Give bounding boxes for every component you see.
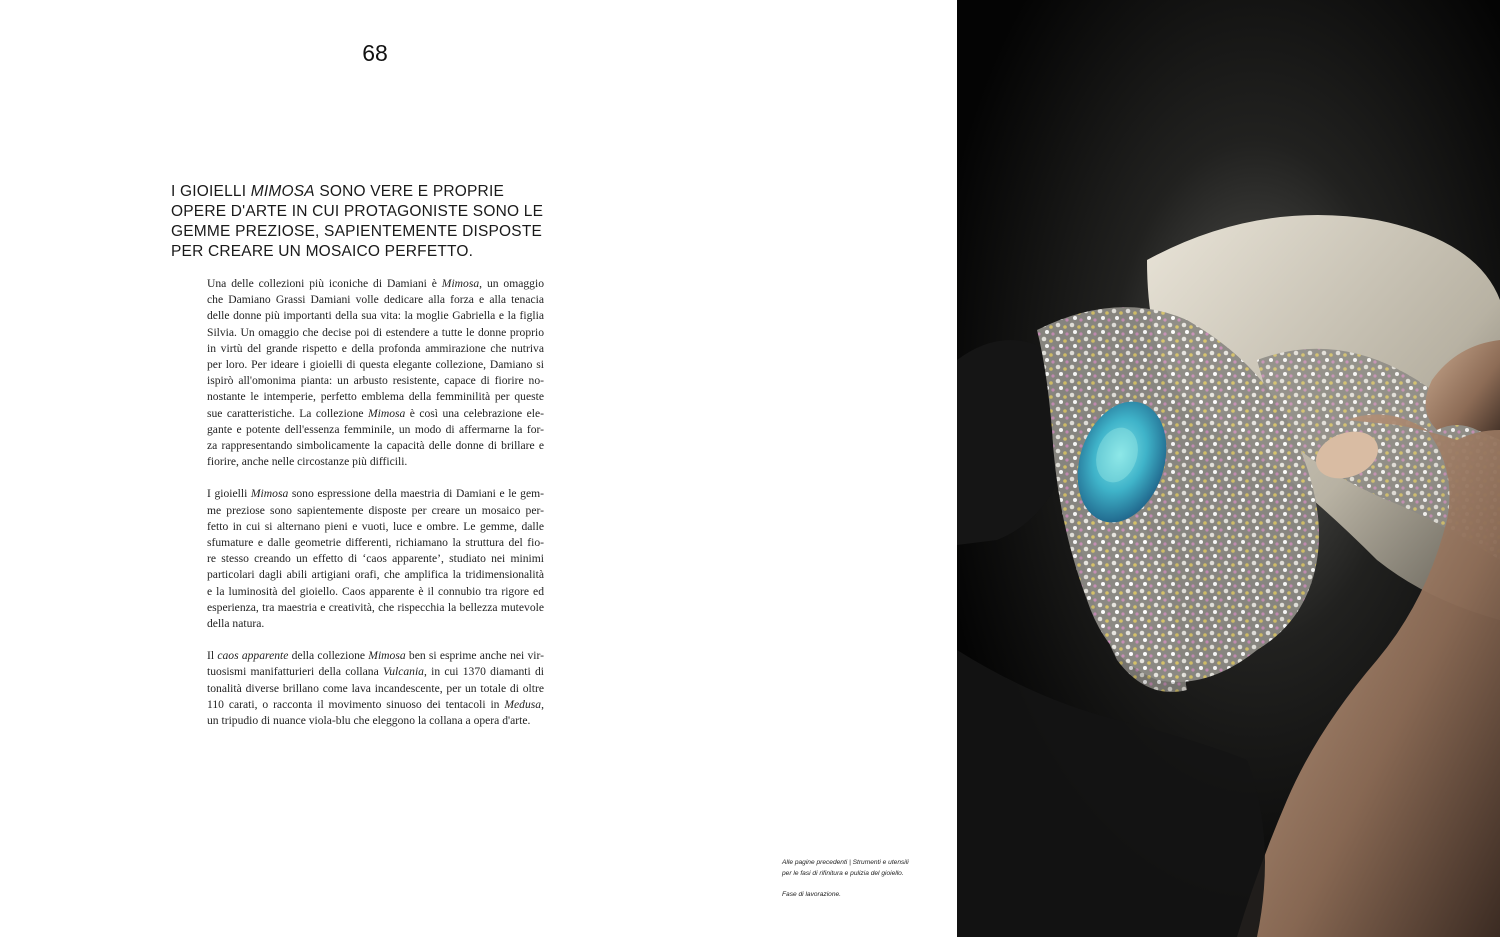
photo-caption	[782, 857, 947, 900]
text-line: 110 carati, o racconta il movimento sinuoso dei tentacoli in Medusa,	[207, 697, 544, 711]
text-line: esperienza, tra maestria e creatività, che rispecchia la bellezza mutevole	[207, 600, 544, 614]
caption-line-2: per le fasi di rifinitura e pulizia del gioiello.	[782, 870, 904, 877]
text-line: sue caratteristiche. La collezione Mimosa è così una celebrazione ele-	[207, 406, 544, 420]
jewelry-photo-illustration	[957, 0, 1500, 937]
text-line: ispirò all'omonima pianta: un arbusto resistente, capace di fiorire no-	[207, 374, 544, 388]
text-line: in virtù del grande rispetto e della profonda ammirazione che nutriva	[207, 341, 544, 355]
paragraph-2	[207, 486, 544, 632]
headline-line-3: GEMME PREZIOSE, SAPIENTEMENTE DISPOSTE	[171, 223, 543, 240]
headline-line-4: PER CREARE UN MOSAICO PERFETTO.	[171, 243, 474, 260]
headline-line-1: I GIOIELLI MIMOSA SONO VERE E PROPRIE	[171, 183, 504, 200]
text-line: per loro. Per ideare i gioielli di questa elegante collezione, Damiano si	[207, 358, 544, 372]
text-line: za rappresentando simbolicamente la capacità delle donne di brillare e	[207, 439, 544, 453]
text-line: fetto in cui si alternano pieni e vuoti, luce e ombre. Le gemme, dalle	[207, 519, 544, 533]
page-number: 68	[362, 40, 388, 66]
jewelry-photo	[957, 0, 1500, 937]
text-line: delle donne più importanti della sua vita: la moglie Gabriella e la figlia	[207, 309, 544, 323]
caption-gap	[782, 879, 947, 889]
text-line: e la luminosità del gioiello. Caos apparente è il connubio tra rigore ed	[207, 584, 544, 598]
text-line: della natura.	[207, 617, 265, 631]
text-line: nostante le intemperie, perfetto emblema della femminilità per queste	[207, 390, 544, 404]
body-text	[207, 276, 544, 745]
caption-line-1: Alle pagine precedenti | Strumenti e utensili	[782, 859, 909, 866]
text-line: un tripudio di nuance viola-blu che eleggono la collana a opera d'arte.	[207, 714, 531, 728]
paragraph-3	[207, 648, 544, 729]
text-line: re stesso creando un effetto di ‘caos apparente’, studiato nei minimi	[207, 552, 544, 566]
text-line: Silvia. Un omaggio che decise poi di estendere a tutte le donne proprio	[207, 325, 544, 339]
headline	[171, 182, 551, 262]
text-line: I gioielli Mimosa sono espressione della maestria di Damiani e le gem-	[207, 487, 544, 501]
text-line: sfumature e dalle geometrie differenti, richiamano la struttura del fio-	[207, 536, 544, 550]
text-line: tuosismi manifatturieri della collana Vulcania, in cui 1370 diamanti di	[207, 665, 544, 679]
text-line: che Damiano Grassi Damiani volle dedicare alla forza e alla tenacia	[207, 293, 544, 307]
text-line: tonalità diverse brillano come lava incandescente, per un totale di oltre	[207, 681, 544, 695]
caption-line-3: Fase di lavorazione.	[782, 891, 842, 898]
paragraph-1	[207, 276, 544, 470]
text-line: gante e potente dell'essenza femminile, un modo di affermarne la for-	[207, 422, 544, 436]
text-line: Una delle collezioni più iconiche di Damiani è Mimosa, un omaggio	[207, 277, 544, 290]
headline-line-2: OPERE D'ARTE IN CUI PROTAGONISTE SONO LE	[171, 203, 544, 220]
text-line: Il caos apparente della collezione Mimosa ben si esprime anche nei vir-	[207, 649, 544, 663]
text-line: fiorire, anche nelle circostanze più difficili.	[207, 455, 408, 469]
text-line: particolari dagli abili artigiani orafi, che amplifica la tridimensionalità	[207, 568, 544, 582]
text-line: me preziose sono sapientemente disposte per creare un mosaico per-	[207, 503, 544, 517]
